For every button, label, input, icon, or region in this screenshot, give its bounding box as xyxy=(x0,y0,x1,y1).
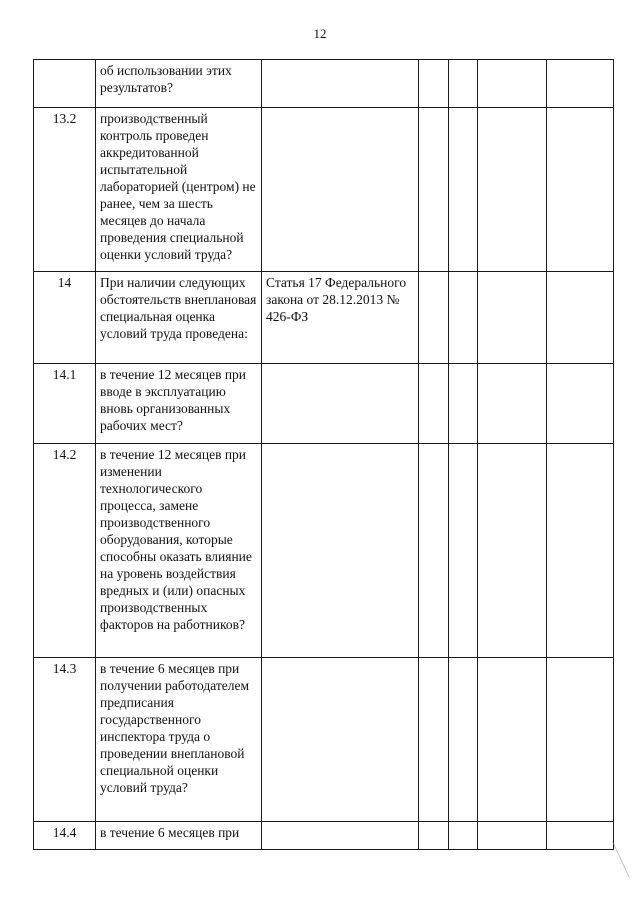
row-number: 14.2 xyxy=(34,444,96,658)
requirement-text: производственный контроль проведен аккредитованной испытательной лабораторией (центром) не ранее, чем за шесть месяцев до начала проведения специальной оценки условий труда? xyxy=(96,108,262,272)
legal-basis-cell xyxy=(262,108,419,272)
answer-no-cell xyxy=(449,60,478,108)
requirement-text: об использовании этих результатов? xyxy=(96,60,262,108)
answer-na-cell xyxy=(478,658,547,822)
answer-yes-cell xyxy=(419,444,449,658)
legal-basis-cell xyxy=(262,444,419,658)
table-row xyxy=(34,272,614,364)
requirement-text: в течение 12 месяцев при изменении технологического процесса, замене производственного оборудования, которые способны оказать влияние на уровень воздействия вредных и (или) опасных производственных факторов на работников? xyxy=(96,444,262,658)
requirement-text: в течение 6 месяцев при получении работодателем предписания государственного инспектора труда о проведении внеплановой специальной оценки условий труда? xyxy=(96,658,262,822)
row-number: 14.4 xyxy=(34,822,96,850)
answer-no-cell xyxy=(449,272,478,364)
requirement-text: При наличии следующих обстоятельств внеплановая специальная оценка условий труда проведена: xyxy=(96,272,262,364)
row-number: 14 xyxy=(34,272,96,364)
table-row xyxy=(34,60,614,108)
table-row xyxy=(34,108,614,272)
remarks-cell xyxy=(547,272,614,364)
answer-no-cell xyxy=(449,108,478,272)
remarks-cell xyxy=(547,108,614,272)
legal-basis-cell: Статья 17 Федерального закона от 28.12.2013 № 426-ФЗ xyxy=(262,272,419,364)
requirement-text: в течение 6 месяцев при xyxy=(96,822,262,850)
remarks-cell xyxy=(547,444,614,658)
table-row xyxy=(34,658,614,822)
answer-na-cell xyxy=(478,444,547,658)
page-number: 12 xyxy=(313,26,327,41)
legal-basis-cell xyxy=(262,60,419,108)
row-number xyxy=(34,60,96,108)
row-number: 14.1 xyxy=(34,364,96,444)
answer-no-cell xyxy=(449,444,478,658)
table-row xyxy=(34,444,614,658)
table-row xyxy=(34,822,614,850)
answer-yes-cell xyxy=(419,108,449,272)
answer-no-cell xyxy=(449,658,478,822)
row-number: 14.3 xyxy=(34,658,96,822)
legal-basis-cell xyxy=(262,658,419,822)
answer-yes-cell xyxy=(419,822,449,850)
answer-no-cell xyxy=(449,822,478,850)
answer-yes-cell xyxy=(419,364,449,444)
checklist-table xyxy=(33,59,614,850)
table-row xyxy=(34,364,614,444)
answer-yes-cell xyxy=(419,60,449,108)
answer-na-cell xyxy=(478,822,547,850)
remarks-cell xyxy=(547,822,614,850)
remarks-cell xyxy=(547,60,614,108)
answer-yes-cell xyxy=(419,658,449,822)
answer-na-cell xyxy=(478,272,547,364)
remarks-cell xyxy=(547,364,614,444)
answer-na-cell xyxy=(478,60,547,108)
remarks-cell xyxy=(547,658,614,822)
scan-artifact xyxy=(612,838,635,877)
answer-na-cell xyxy=(478,364,547,444)
legal-basis-cell xyxy=(262,822,419,850)
row-number: 13.2 xyxy=(34,108,96,272)
answer-na-cell xyxy=(478,108,547,272)
requirement-text: в течение 12 месяцев при вводе в эксплуатацию вновь организованных рабочих мест? xyxy=(96,364,262,444)
legal-basis-cell xyxy=(262,364,419,444)
answer-no-cell xyxy=(449,364,478,444)
answer-yes-cell xyxy=(419,272,449,364)
